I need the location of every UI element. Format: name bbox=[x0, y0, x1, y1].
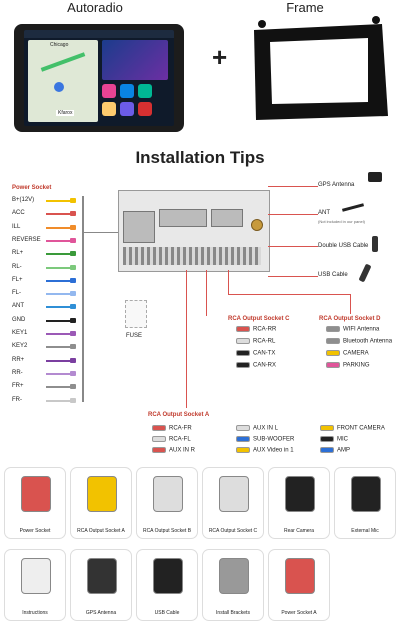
rca-plug-icon bbox=[326, 326, 340, 332]
power-pin bbox=[12, 370, 23, 376]
rca-plug-icon bbox=[326, 338, 340, 344]
rca-plug-icon bbox=[236, 425, 250, 431]
accessory-caption: Power Socket A bbox=[281, 610, 317, 616]
power-pin bbox=[12, 224, 20, 230]
socket-item-label: AUX IN L bbox=[253, 425, 279, 432]
socket-item bbox=[320, 425, 385, 432]
app-icon bbox=[102, 102, 116, 116]
wire-tip-icon bbox=[70, 291, 76, 296]
wire-icon bbox=[46, 267, 72, 269]
socket-item-label: FRONT CAMERA bbox=[337, 425, 385, 432]
accessory-card bbox=[70, 467, 132, 539]
wire-icon bbox=[46, 320, 72, 322]
accessory-caption: Instructions bbox=[22, 610, 48, 616]
power-socket-title: Power Socket bbox=[12, 185, 52, 191]
wire-icon bbox=[46, 253, 72, 255]
map-panel bbox=[28, 40, 98, 122]
connector-line bbox=[268, 186, 318, 187]
power-pin bbox=[12, 197, 34, 203]
power-pin-label: FR+ bbox=[12, 383, 24, 390]
heatsink bbox=[123, 247, 261, 265]
power-pin-label: FL- bbox=[12, 290, 21, 297]
power-pin-label: ILL bbox=[12, 223, 21, 230]
socket-item bbox=[236, 362, 276, 369]
socket-item bbox=[320, 436, 348, 443]
rca-plug-icon bbox=[236, 447, 250, 453]
accessory-caption: GPS Antenna bbox=[85, 610, 117, 616]
accessory-card bbox=[136, 549, 198, 621]
accessory-card bbox=[268, 467, 330, 539]
socket-item bbox=[236, 447, 294, 454]
plus-sign: + bbox=[212, 42, 228, 72]
wire-tip-icon bbox=[70, 331, 76, 336]
map-badge: Kfarox bbox=[58, 110, 73, 116]
wire-tip-icon bbox=[70, 225, 76, 230]
rca-plug-icon bbox=[320, 425, 334, 431]
accessory-icon bbox=[21, 558, 51, 594]
socket-item bbox=[236, 350, 275, 357]
socket-item-label: SUB-WOOFER bbox=[253, 436, 295, 443]
connector-line bbox=[228, 270, 229, 294]
app-icon bbox=[138, 102, 152, 116]
music-card bbox=[102, 40, 168, 80]
wire-tip-icon bbox=[70, 344, 76, 349]
accessory-icon bbox=[153, 476, 183, 512]
power-pin-label: RL- bbox=[12, 263, 22, 270]
map-city: Chicago bbox=[50, 42, 69, 48]
antenna-port bbox=[251, 219, 263, 231]
wire-tip-icon bbox=[70, 384, 76, 389]
gps-antenna-icon bbox=[368, 172, 382, 182]
socket-item-label: AUX Video in 1 bbox=[253, 447, 294, 454]
double-usb-label: Double USB Cable bbox=[318, 243, 369, 249]
accessory-caption: Power Socket bbox=[19, 528, 51, 534]
power-pin-label: GND bbox=[12, 316, 26, 323]
power-pin-label: RR+ bbox=[12, 356, 25, 363]
power-pin bbox=[12, 290, 21, 296]
wire-icon bbox=[46, 333, 72, 335]
accessory-icon bbox=[285, 476, 315, 512]
socket-item bbox=[236, 326, 276, 333]
socket-item-label: Bluetooth Antenna bbox=[343, 338, 393, 345]
power-pin bbox=[12, 237, 41, 243]
wire-tip-icon bbox=[70, 238, 76, 243]
socket-c-title: RCA Output Socket C bbox=[228, 316, 290, 322]
rca-plug-icon bbox=[326, 362, 340, 368]
accessory-caption: RCA Output Socket A bbox=[77, 528, 125, 534]
accessory-caption: External Mic bbox=[351, 528, 379, 534]
socket-item bbox=[326, 338, 392, 345]
usb-cable-icon bbox=[372, 236, 378, 252]
ant-note: (Not included in our panel) bbox=[318, 219, 365, 224]
gps-antenna-label: GPS Antenna bbox=[318, 182, 355, 188]
socket-item bbox=[152, 447, 195, 454]
accessory-icon bbox=[219, 476, 249, 512]
socket-a-title: RCA Output Socket A bbox=[148, 412, 210, 418]
socket-item-label: AUX IN R bbox=[169, 447, 196, 454]
wire-icon bbox=[46, 240, 72, 242]
wire-tip-icon bbox=[70, 211, 76, 216]
accessory-card bbox=[202, 467, 264, 539]
socket-item-label: RCA-RL bbox=[253, 338, 276, 345]
power-pin bbox=[12, 357, 24, 363]
power-pin bbox=[12, 330, 27, 336]
connector-block bbox=[211, 209, 243, 227]
accessory-icon bbox=[21, 476, 51, 512]
rca-plug-icon bbox=[320, 447, 334, 453]
wire-tip-icon bbox=[70, 251, 76, 256]
power-pin-label: FL+ bbox=[12, 276, 23, 283]
wire-tip-icon bbox=[70, 371, 76, 376]
socket-d-title: RCA Output Socket D bbox=[319, 316, 381, 322]
page-title: Installation Tips bbox=[135, 148, 265, 167]
power-pin-label: RR- bbox=[12, 369, 23, 376]
wire-icon bbox=[46, 360, 72, 362]
connector-line bbox=[268, 246, 318, 247]
wire-tip-icon bbox=[70, 198, 76, 203]
frame-image bbox=[244, 16, 392, 128]
power-pin bbox=[12, 277, 23, 283]
connector-line bbox=[206, 270, 207, 316]
wire-tip-icon bbox=[70, 398, 76, 403]
power-pin-label: KEY1 bbox=[12, 330, 28, 336]
wire-tip-icon bbox=[70, 358, 76, 363]
power-pin bbox=[12, 303, 24, 309]
app-icon bbox=[120, 102, 134, 116]
rca-plug-icon bbox=[326, 350, 340, 356]
accessory-caption: RCA Output Socket B bbox=[142, 528, 192, 534]
power-pin bbox=[12, 317, 25, 323]
app-icon bbox=[102, 84, 116, 98]
power-pin-label: RL+ bbox=[12, 250, 24, 257]
accessory-caption: USB Cable bbox=[154, 610, 180, 616]
socket-item-label: RCA-FR bbox=[169, 425, 192, 432]
wire-icon bbox=[46, 306, 72, 308]
socket-item-label: PARKING bbox=[343, 362, 370, 369]
accessory-icon bbox=[153, 558, 183, 594]
rca-plug-icon bbox=[152, 425, 166, 431]
rca-plug-icon bbox=[320, 436, 334, 442]
socket-item-label: RCA-RR bbox=[253, 326, 277, 333]
socket-item bbox=[236, 425, 278, 432]
power-pin-label: ACC bbox=[12, 210, 25, 217]
accessory-card bbox=[202, 549, 264, 621]
usb-cable-label: USB Cable bbox=[318, 272, 348, 278]
rca-plug-icon bbox=[152, 436, 166, 442]
power-pin bbox=[12, 210, 25, 216]
connector-block bbox=[123, 211, 155, 243]
accessory-card bbox=[4, 549, 66, 621]
power-pin bbox=[12, 343, 27, 349]
power-pin bbox=[12, 264, 22, 270]
wire-icon bbox=[46, 280, 72, 282]
ant-label: ANT bbox=[318, 210, 330, 216]
head-unit-back bbox=[118, 190, 270, 272]
head-unit-image bbox=[14, 24, 184, 132]
fuse-icon bbox=[125, 300, 147, 328]
rca-plug-icon bbox=[236, 362, 250, 368]
autoradio-heading: Autoradio bbox=[67, 0, 123, 15]
socket-item-label: WIFI Antenna bbox=[343, 326, 380, 333]
rca-plug-icon bbox=[236, 436, 250, 442]
power-pin bbox=[12, 397, 22, 403]
accessory-icon bbox=[87, 558, 117, 594]
rca-plug-icon bbox=[152, 447, 166, 453]
wire-icon bbox=[46, 346, 72, 348]
rca-plug-icon bbox=[236, 350, 250, 356]
rca-plug-icon bbox=[236, 326, 250, 332]
socket-item bbox=[326, 326, 379, 333]
head-unit-screen bbox=[24, 30, 174, 126]
wire-tip-icon bbox=[70, 318, 76, 323]
accessory-card bbox=[136, 467, 198, 539]
wire-icon bbox=[46, 293, 72, 295]
wire-bundle bbox=[82, 196, 84, 402]
fuse-label: FUSE bbox=[126, 333, 143, 339]
accessory-card bbox=[334, 467, 396, 539]
frame-heading: Frame bbox=[286, 0, 324, 15]
socket-item bbox=[152, 436, 191, 443]
accessory-card bbox=[268, 549, 330, 621]
app-icon bbox=[138, 84, 152, 98]
wire-icon bbox=[46, 400, 72, 402]
accessory-caption: RCA Output Socket C bbox=[208, 528, 258, 534]
accessory-icon bbox=[285, 558, 315, 594]
connector-line bbox=[268, 214, 318, 215]
accessory-card bbox=[4, 467, 66, 539]
connector-line bbox=[228, 294, 350, 295]
socket-item-label: CAN-RX bbox=[253, 362, 277, 369]
wire-bundle-link bbox=[84, 232, 122, 233]
socket-item bbox=[326, 350, 369, 357]
connector-line bbox=[268, 276, 318, 277]
app-icon bbox=[120, 84, 134, 98]
power-pin bbox=[12, 250, 23, 256]
wire-icon bbox=[46, 213, 72, 215]
accessory-caption: Install Brackets bbox=[216, 610, 250, 616]
socket-item bbox=[152, 425, 192, 432]
wire-icon bbox=[46, 227, 72, 229]
power-pin-label: REVERSE bbox=[12, 236, 41, 243]
power-pin-label: ANT bbox=[12, 303, 24, 310]
usb-cable-icon bbox=[358, 264, 371, 283]
power-pin-label: B+(12V) bbox=[12, 197, 35, 203]
power-pin bbox=[12, 383, 24, 389]
wire-tip-icon bbox=[70, 278, 76, 283]
socket-item bbox=[236, 338, 275, 345]
socket-item bbox=[326, 362, 370, 369]
accessory-caption: Rear Camera bbox=[283, 528, 314, 534]
wire-icon bbox=[46, 373, 72, 375]
power-pin-label: FR- bbox=[12, 396, 22, 403]
antenna-cable-icon bbox=[342, 203, 364, 212]
wire-icon bbox=[46, 386, 72, 388]
accessory-icon bbox=[87, 476, 117, 512]
socket-item-label: RCA-FL bbox=[169, 436, 191, 443]
socket-item-label: MIC bbox=[337, 436, 348, 443]
wire-tip-icon bbox=[70, 265, 76, 270]
socket-item-label: CAMERA bbox=[343, 350, 369, 357]
socket-item bbox=[236, 436, 294, 443]
rca-plug-icon bbox=[236, 338, 250, 344]
socket-item-label: CAN-TX bbox=[253, 350, 276, 357]
socket-item bbox=[320, 447, 350, 454]
power-pin-label: KEY2 bbox=[12, 343, 28, 350]
accessory-icon bbox=[351, 476, 381, 512]
accessory-icon bbox=[219, 558, 249, 594]
connector-line bbox=[350, 294, 351, 314]
connector-line bbox=[186, 270, 187, 408]
wire-tip-icon bbox=[70, 304, 76, 309]
socket-item-label: AMP bbox=[337, 447, 351, 454]
accessory-card bbox=[70, 549, 132, 621]
wire-icon bbox=[46, 200, 72, 202]
connector-block bbox=[159, 209, 207, 227]
location-icon bbox=[54, 82, 64, 92]
